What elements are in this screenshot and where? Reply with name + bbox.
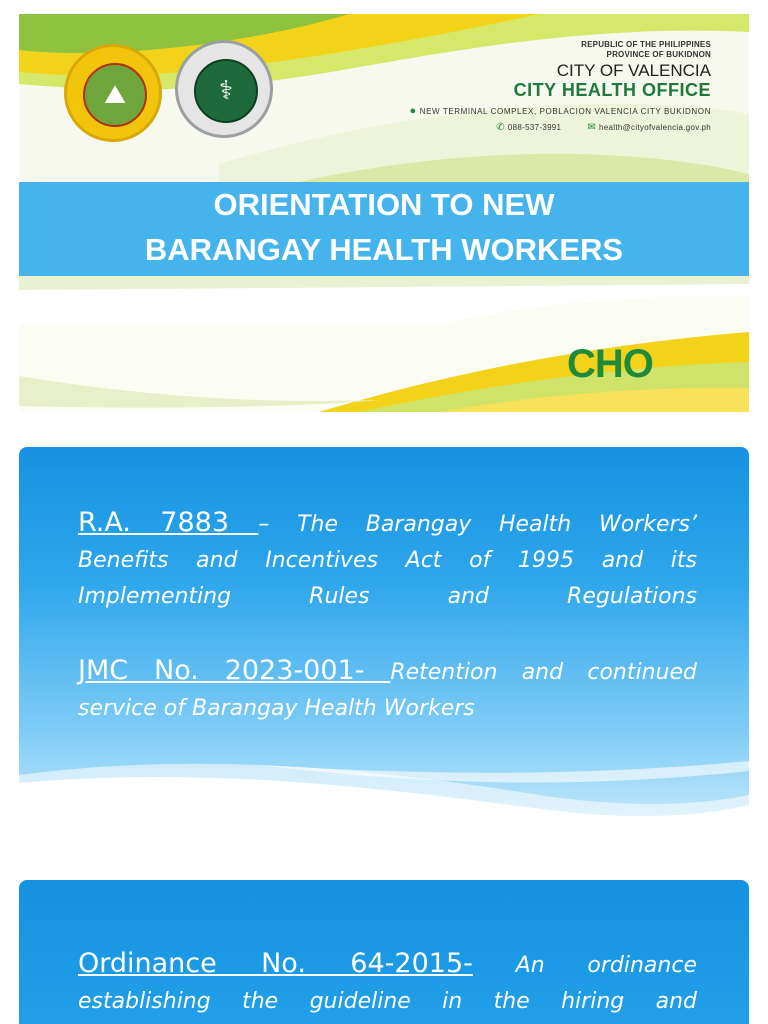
ra-7883-line-2: Benefits and Incentives Act of 1995 and its <box>78 548 697 573</box>
address-line <box>409 105 711 117</box>
letterhead-text <box>514 40 711 101</box>
ra-7883-line-3: Implementing Rules and Regulations <box>78 584 697 609</box>
jmc-2023-001-link[interactable]: JMC No. 2023-001- <box>78 655 391 686</box>
city-health-office-seal <box>175 40 273 138</box>
republic-text: REPUBLIC OF THE PHILIPPINES <box>581 40 711 49</box>
title-band <box>19 182 749 276</box>
mail-icon: ✉ <box>587 122 596 133</box>
city-text: CITY OF VALENCIA <box>556 61 711 80</box>
contact-line <box>496 122 711 133</box>
title-slide <box>19 14 749 412</box>
address-text: NEW TERMINAL COMPLEX, POBLACION VALENCIA CITY BUKIDNON <box>419 107 711 116</box>
jmc-2023-001-paragraph <box>78 653 697 727</box>
slide-title-line-2: BARANGAY HEALTH WORKERS <box>144 232 624 267</box>
cho-logo: CHO <box>567 342 653 386</box>
jmc-line-2: service of Barangay Health Workers <box>78 696 475 721</box>
wave-decoration <box>19 755 749 827</box>
footer-band <box>19 276 749 412</box>
province-text: PROVINCE OF BUKIDNON <box>606 50 711 59</box>
location-pin-icon: ● <box>409 105 417 117</box>
ra-7883-line-1: R.A. 7883 – The Barangay Health Workers’ <box>78 507 697 538</box>
letterhead <box>19 14 749 182</box>
phone-text: 088-537-3991 <box>507 123 562 132</box>
jmc-line-1: JMC No. 2023-001- Retention and continued <box>78 655 697 686</box>
city-of-valencia-seal <box>64 44 162 142</box>
slide-title-line-1: ORIENTATION TO NEW <box>213 187 555 222</box>
seal-emblem-icon: ⛰ <box>104 80 126 110</box>
ordinance-line-2: establishing the guideline in the hiring and <box>78 989 697 1014</box>
office-text: CITY HEALTH OFFICE <box>513 80 711 100</box>
ordinance-64-2015-link[interactable]: Ordinance No. 64-2015- <box>78 948 473 979</box>
ordinance-paragraph <box>78 946 697 1020</box>
ra-7883-link[interactable]: R.A. 7883 <box>78 507 259 538</box>
ordinance-line-1: Ordinance No. 64-2015- An ordinance <box>78 948 697 979</box>
caduceus-icon: ⚕ <box>218 76 234 106</box>
email-text: health@cityofvalencia.gov.ph <box>599 123 711 132</box>
ra-7883-paragraph <box>78 505 697 615</box>
legal-basis-slide <box>19 447 749 827</box>
ordinance-slide <box>19 880 749 1024</box>
phone-icon: ✆ <box>496 122 505 133</box>
